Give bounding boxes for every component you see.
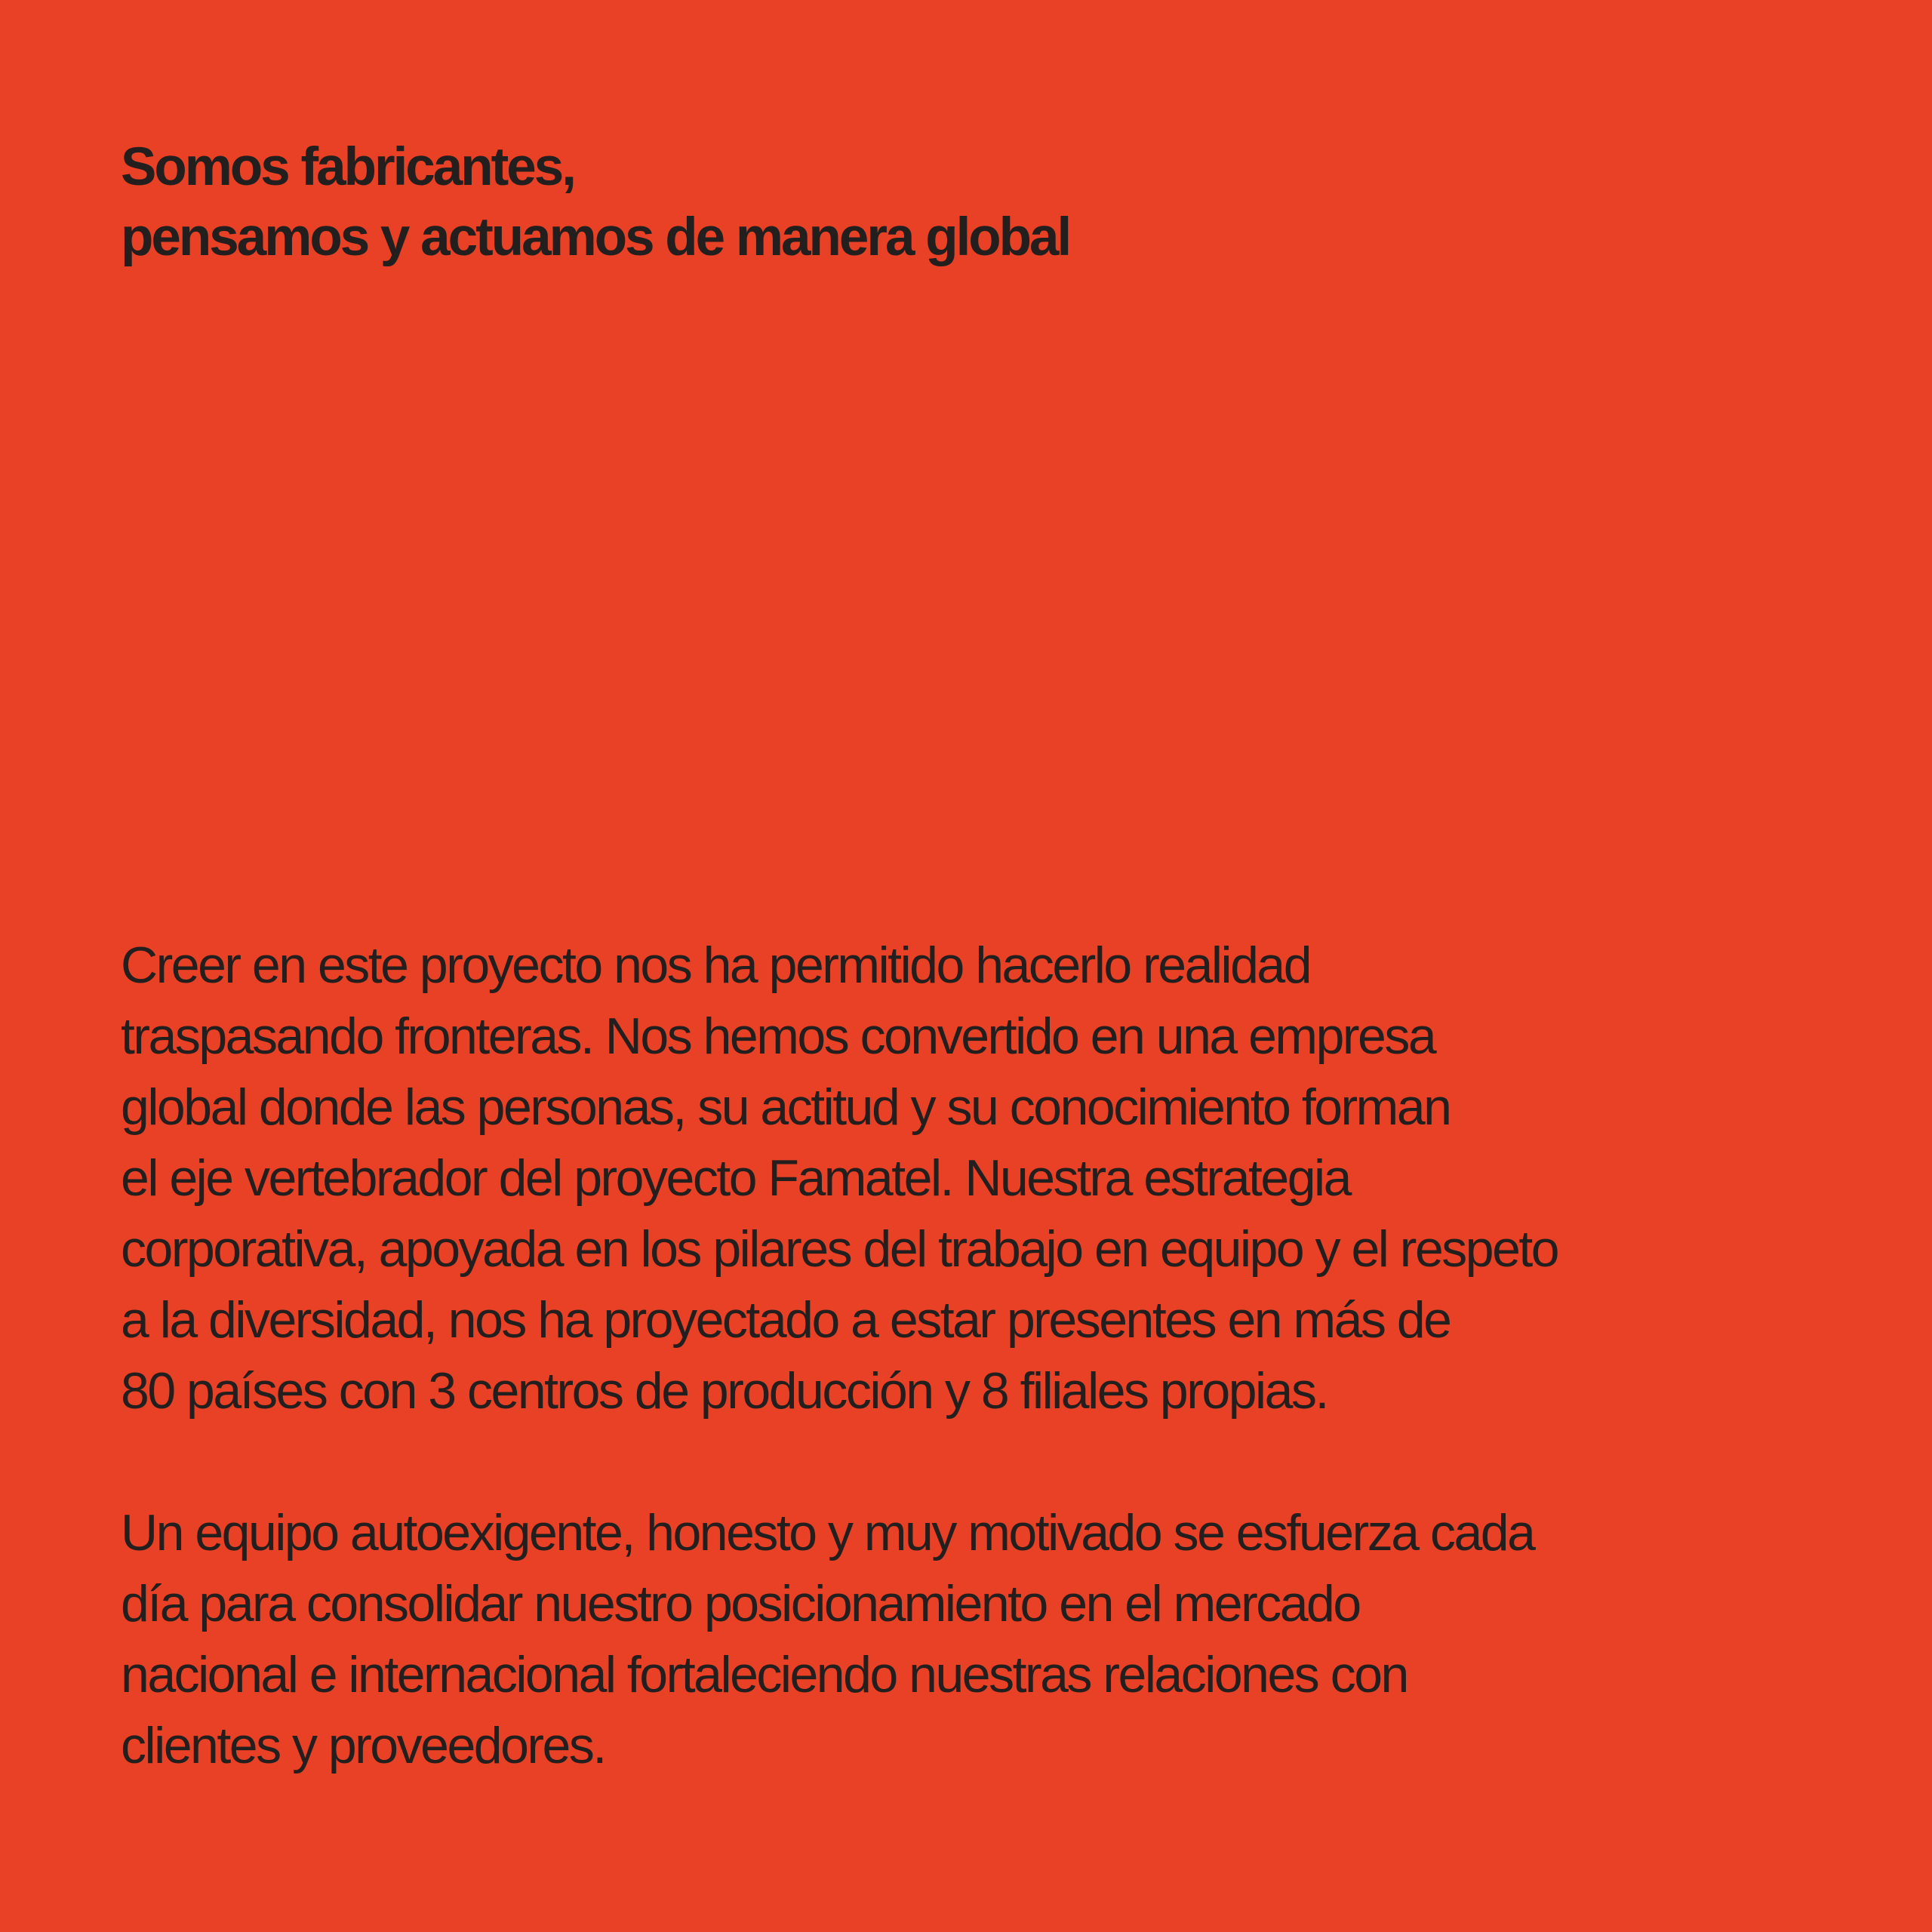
paragraph-line: Creer en este proyecto nos ha permitido hacerlo realidad [121,937,1311,994]
paragraph-line: día para consolidar nuestro posicionamiento en el mercado [121,1575,1360,1632]
paragraph-line: corporativa, apoyada en los pilares del trabajo en equipo y el respeto [121,1220,1558,1278]
paragraph-line: nacional e internacional fortaleciendo nuestras relaciones con [121,1646,1407,1703]
paragraph-line: global donde las personas, su actitud y su conocimiento forman [121,1078,1451,1136]
paragraph-line: a la diversidad, nos ha proyectado a estar presentes en más de [121,1291,1451,1349]
heading [121,132,1781,272]
paragraph-line: Un equipo autoexigente, honesto y muy motivado se esfuerza cada [121,1504,1534,1561]
paragraph-1 [121,930,1857,1426]
paragraph-line: clientes y proveedores. [121,1717,605,1774]
paragraph-2 [121,1497,1857,1781]
heading-line: Somos fabricantes, [121,137,574,197]
paragraph-line: traspasando fronteras. Nos hemos convertido en una empresa [121,1008,1435,1065]
body-text [121,930,1857,1781]
heading-line: pensamos y actuamos de manera global [121,208,1070,267]
paragraph-line: 80 países con 3 centros de producción y 8 filiales propias. [121,1362,1327,1420]
paragraph-line: el eje vertebrador del proyecto Famatel. Nuestra estrategia [121,1149,1350,1207]
